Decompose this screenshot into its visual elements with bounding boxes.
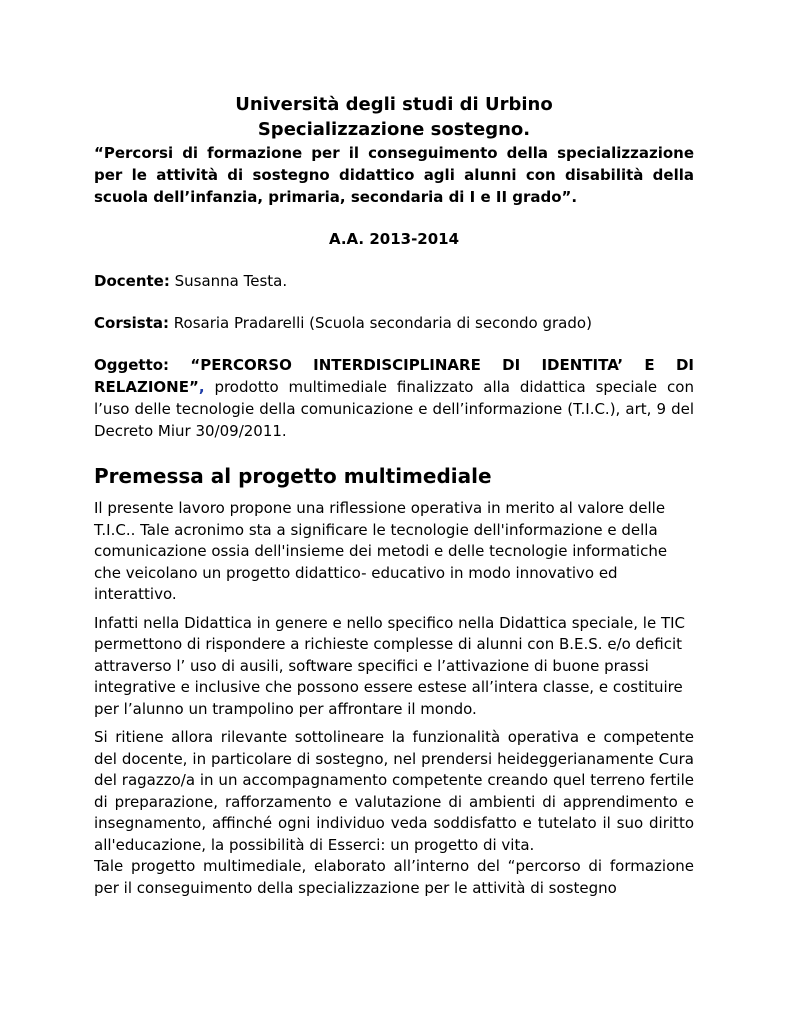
paragraph-3: Si ritiene allora rilevante sottolineare la funzionalità operativa e competente del docente, in particolare di sostegno, nel prendersi heideggerianamente Cura del ragazzo/a in un accompagnamento competente creando quel terreno fertile di preparazione, rafforzamento e valutazione di ambienti di apprendimento e insegnamento, affinché ogni individuo veda soddisfatto e tutelato il suo diritto all'educazione, la possibilità di Esserci: un progetto di vita.: [94, 728, 694, 854]
docente-value: Susanna Testa.: [169, 272, 288, 290]
course-title: Specializzazione sostegno.: [257, 119, 531, 140]
oggetto-paragraph: [94, 354, 694, 442]
corsista-label: Corsista:: [94, 314, 169, 332]
paragraph-2: Infatti nella Didattica in genere e nello specifico nella Didattica speciale, le TIC permettono di rispondere a richieste complesse di alunni con B.E.S. e/o deficit attraverso l’ uso di ausili, software specifici e l’attivazione di buone prassi integrative e inclusive che possono essere estese all’intera classe, e costituire per l’alunno un trampolino per affrontare il mondo.: [94, 613, 686, 718]
oggetto-label: Oggetto:: [94, 356, 170, 374]
oggetto-title: “PERCORSO INTERDISCIPLINARE DI IDENTITA’ E DI RELAZIONE”: [94, 356, 694, 396]
program-title: “Percorsi di formazione per il conseguimento della specializzazione per le attività di sostegno didattico agli alunni con disabilità della scuola dell’infanzia, primaria, secondaria di I e II grado”.: [94, 144, 694, 206]
oggetto-text: prodotto multimediale finalizzato alla didattica speciale con l’uso delle tecnologie della comunicazione e dell’informazione (T.I.C.), art, 9 del Decreto Miur 30/09/2011.: [94, 378, 694, 440]
paragraph-1: Il presente lavoro propone una riflessione operativa in merito al valore delle T.I.C.. Tale acronimo sta a significare le tecnologie dell'informazione e della comunicazione ossia dell'insieme dei metodi e delle tecnologie informatiche che veicolano un progetto didattico- educativo in modo innovativo ed interattivo.: [94, 499, 668, 603]
oggetto-comma: ,: [198, 378, 205, 396]
docente-label: Docente:: [94, 272, 170, 290]
section-heading: Premessa al progetto multimediale: [94, 464, 492, 488]
document-page: [94, 92, 694, 899]
academic-year: A.A. 2013-2014: [328, 230, 460, 248]
corsista-line: [94, 312, 694, 334]
docente-line: [94, 270, 694, 292]
university-title: Università degli studi di Urbino: [235, 94, 553, 115]
paragraph-4: Tale progetto multimediale, elaborato all’interno del “percorso di formazione per il conseguimento della specializzazione per le attività di sostegno: [94, 857, 694, 897]
corsista-value: Rosaria Pradarelli (Scuola secondaria di secondo grado): [169, 314, 592, 332]
